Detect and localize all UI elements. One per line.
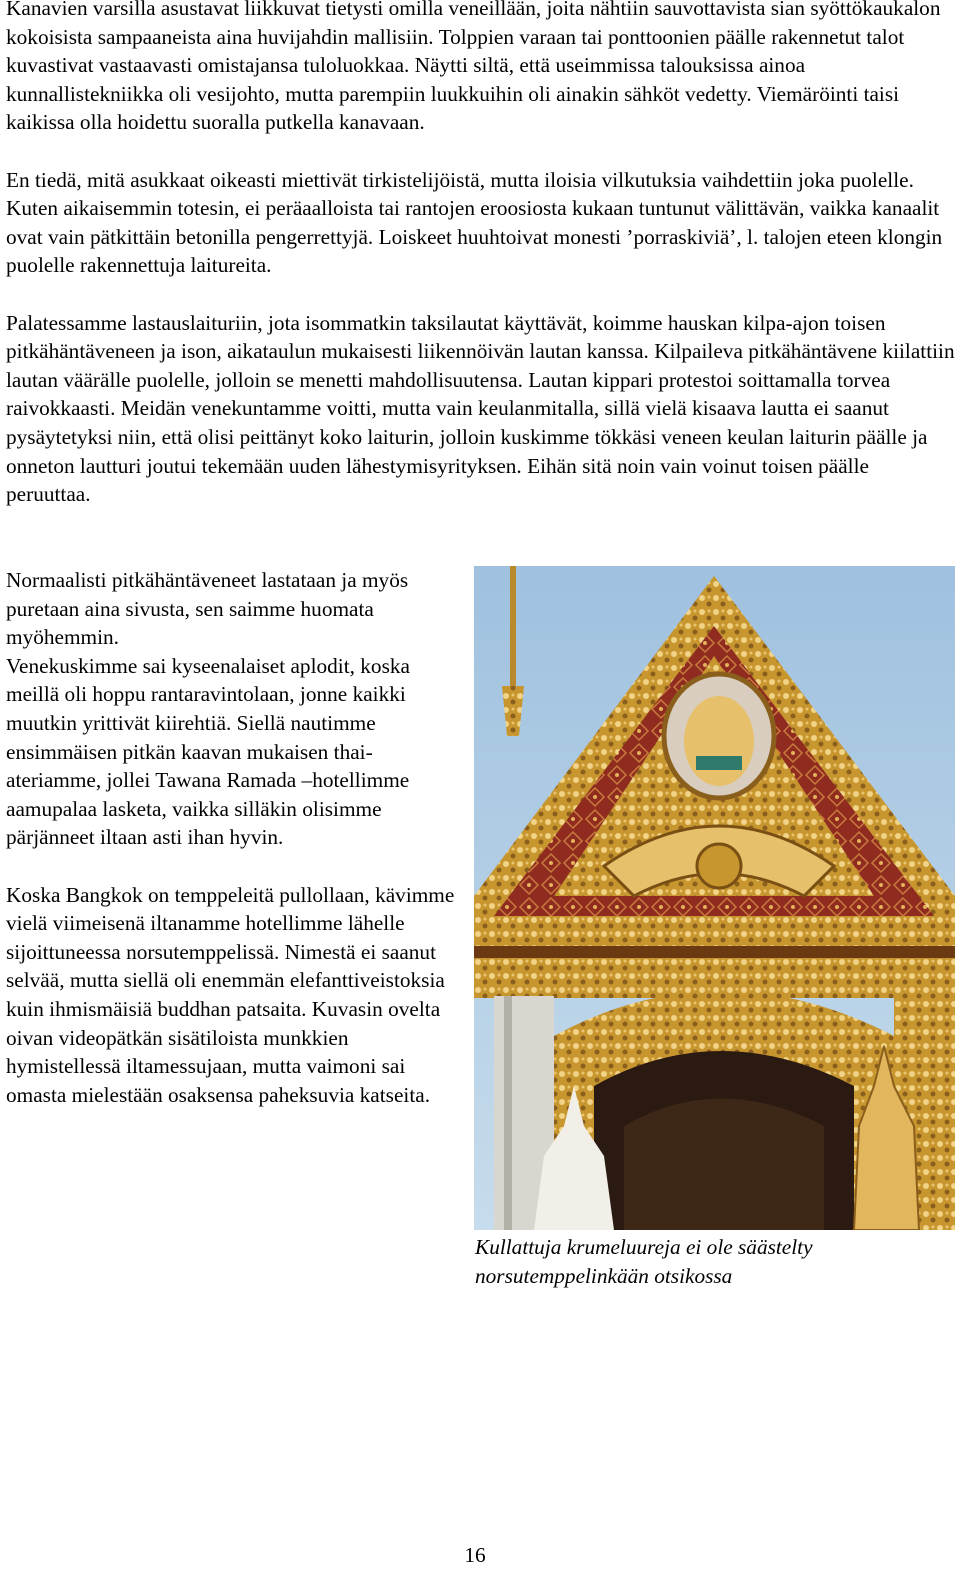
paragraph-residents-waving: En tiedä, mitä asukkaat oikeasti miettivät tirkistelijöistä, mutta iloisia vilkutuksia vaihdettiin joka puolelle. Kuten aikaisemmin totesin, ei peräaalloista tai rantojen eroosiosta kukaan tuntunut välittävän, vaikka kanaalit ovat vain pätkittäin betonilla pengerrettyjä. Loiskeet huuhtoivat monesti ’porraskiviä’, l. talojen eteen klongin puolelle rakennettuja laitureita. <box>6 167 943 278</box>
body-text-left-column <box>6 566 456 1109</box>
paragraph-boat-race: Palatessamme lastauslaituriin, jota isommatkin taksilautat käyttävät, koimme hauskan kilpa-ajon toisen pitkähäntäveneen ja ison, aikataulun mukaisesti liikennöivän lautan kanssa. Kilpaileva pitkähäntävene kiilattiin lautan väärälle puolelle, jolloin se menetti mahdollisuutensa. Lautan kippari protestoi soittamalla torvea raivokkaasti. Meidän venekuntamme voitti, mutta vain keulanmitalla, sillä vielä kisaava lautta ei saanut pysäytetyksi niin, että olisi peittänyt koko laiturin, jolloin kuskimme tökkäsi veneen keulan laiturin päälle ja onneton lautturi joutui tekemään uuden lähestymisyrityksen. Eihän sitä noin vain voinut toisen päälle peruuttaa. <box>6 310 955 507</box>
paragraph-unloading: Normaalisti pitkähäntäveneet lastataan ja myös puretaan aina sivusta, sen saimme huomata myöhemmin. <box>6 568 409 650</box>
paragraph-restaurant: Venekuskimme sai kyseenalaiset aplodit, koska meillä oli hoppu rantaravintolaan, jonne kaikki muutkin yrittivät kiirehtiä. Siellä nautimme ensimmäisen pitkän kaavan mukaisen thai-ateriamme, jollei Tawana Ramada –hotellimme aamupalaa lasketa, vaikka silläkin olisimme pärjänneet iltaan asti ihan hyvin. <box>6 653 410 850</box>
temple-gable-photo <box>474 566 955 1230</box>
photo-caption: Kullattuja krumeluureja ei ole säästelty norsutemppelinkään otsikossa <box>475 1235 813 1288</box>
paragraph-elephant-temple: Koska Bangkok on temppeleitä pullollaan, kävimme vielä viimeisenä iltanamme hotellimme lähelle sijoittuneessa norsutemppelissä. Nimestä ei saanut selvää, mutta siellä oli enemmän elefanttiveistoksia kuin ihmismäisiä buddhan patsaita. Kuvasin ovelta oivan videopätkän sisätiloista munkkien hymistellessä iltamessujaan, mutta vaimoni sai omasta mielestään osaksensa paheksuvia katseita. <box>6 882 455 1107</box>
paragraph-canal-residents: Kanavien varsilla asustavat liikkuvat tietysti omilla veneillään, joita nähtiin sauvottavista sian syöttökaukalon kokoisista sampaaneista aina huvijahdin mallisiin. Tolppien varaan tai ponttoonien päälle rakennetut talot kuvastivat vastaavasti omistajansa tuloluokkaa. Näytti siltä, että useimmissa talouksissa ainoa kunnallistekniikka oli vesijohto, mutta parempiin luukkuihin oli ainakin sähköt vedetty. Viemäröinti taisi kaikissa olla hoidettu suoralla putkella kanavaan. <box>6 0 941 135</box>
page-number: 16 <box>464 1543 486 1567</box>
body-text-top <box>6 0 956 537</box>
